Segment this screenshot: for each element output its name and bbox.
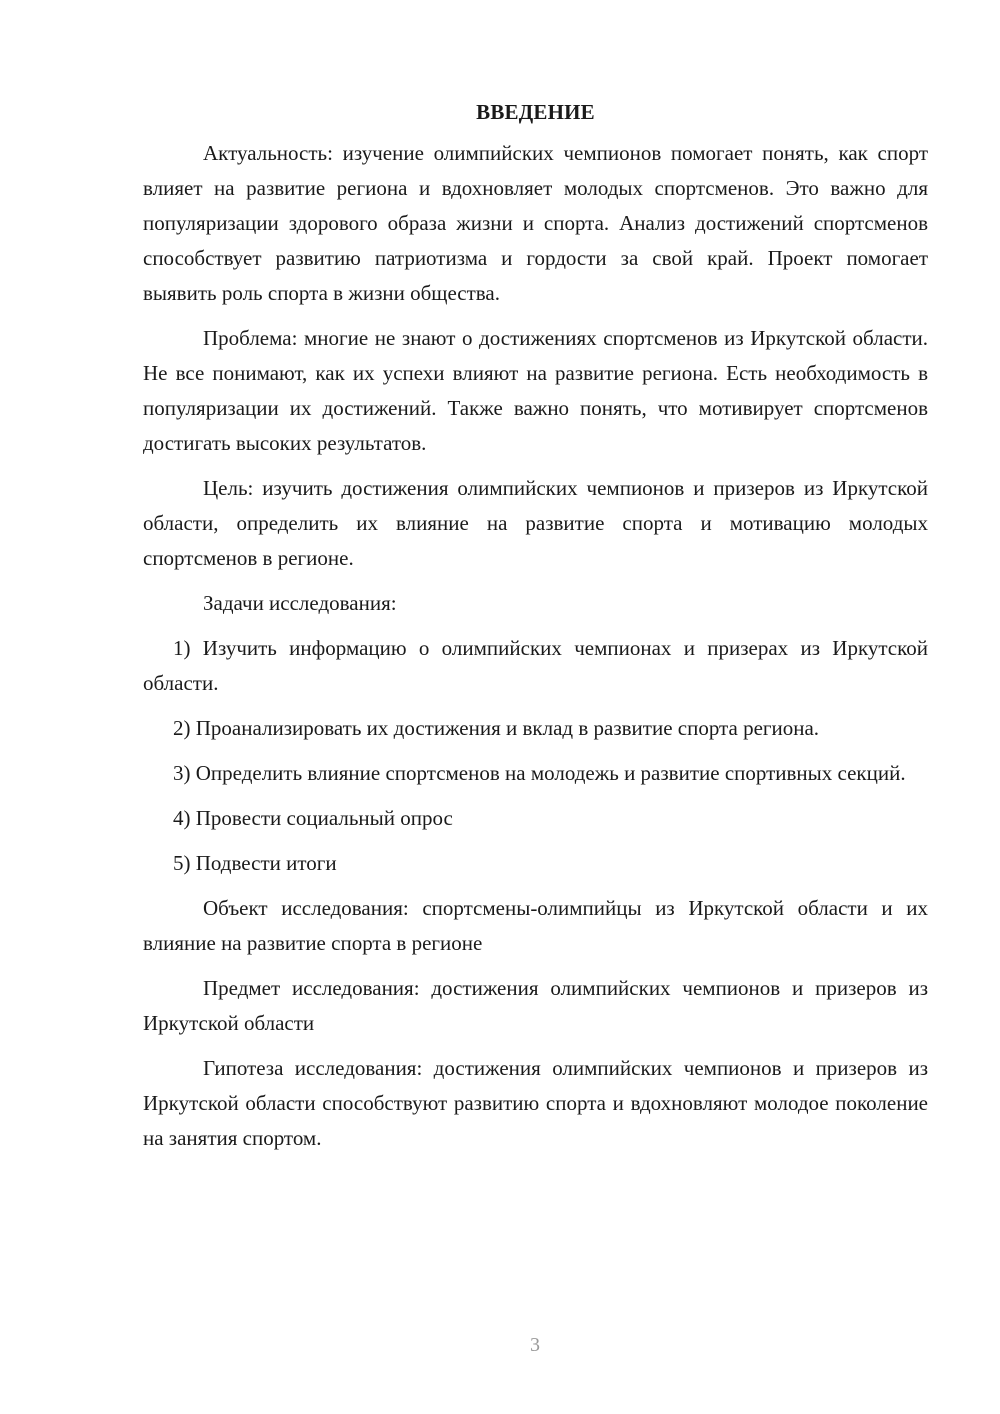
problem-paragraph: Проблема: многие не знают о достижениях спортсменов из Иркутской области. Не все понимают, как их успехи влияют на развитие региона. Есть необходимость в популяризации их достижений. Также важно понять, что мотивирует спортсменов достигать высоких результатов.	[143, 326, 928, 455]
goal-paragraph: Цель: изучить достижения олимпийских чемпионов и призеров из Иркутской области, определить их влияние на развитие спорта и мотивацию молодых спортсменов в регионе.	[143, 476, 928, 570]
task-item-3: 3) Определить влияние спортсменов на молодежь и развитие спортивных секций.	[173, 761, 906, 785]
page-title: ВВЕДЕНИЕ	[476, 100, 595, 124]
task-item-4: 4) Провести социальный опрос	[173, 806, 453, 830]
object-paragraph: Объект исследования: спортсмены-олимпийцы из Иркутской области и их влияние на развитие спорта в регионе	[143, 896, 928, 955]
hypothesis-paragraph: Гипотеза исследования: достижения олимпийских чемпионов и призеров из Иркутской области способствуют развитию спорта и вдохновляют молодое поколение на занятия спортом.	[143, 1056, 928, 1150]
page-content	[143, 96, 928, 1166]
task-item-5: 5) Подвести итоги	[173, 851, 337, 875]
subject-paragraph: Предмет исследования: достижения олимпийских чемпионов и призеров из Иркутской области	[143, 976, 928, 1035]
page-number: 3	[530, 1334, 540, 1356]
relevance-paragraph: Актуальность: изучение олимпийских чемпионов помогает понять, как спорт влияет на развитие региона и вдохновляет молодых спортсменов. Это важно для популяризации здорового образа жизни и спорта. Анализ достижений спортсменов способствует развитию патриотизма и гордости за свой край. Проект помогает выявить роль спорта в жизни общества.	[143, 141, 928, 305]
task-item-2: 2) Проанализировать их достижения и вклад в развитие спорта региона.	[173, 716, 820, 740]
task-item-1: 1) Изучить информацию о олимпийских чемпионах и призерах из Иркутской области.	[143, 636, 928, 695]
tasks-heading: Задачи исследования:	[203, 591, 397, 615]
